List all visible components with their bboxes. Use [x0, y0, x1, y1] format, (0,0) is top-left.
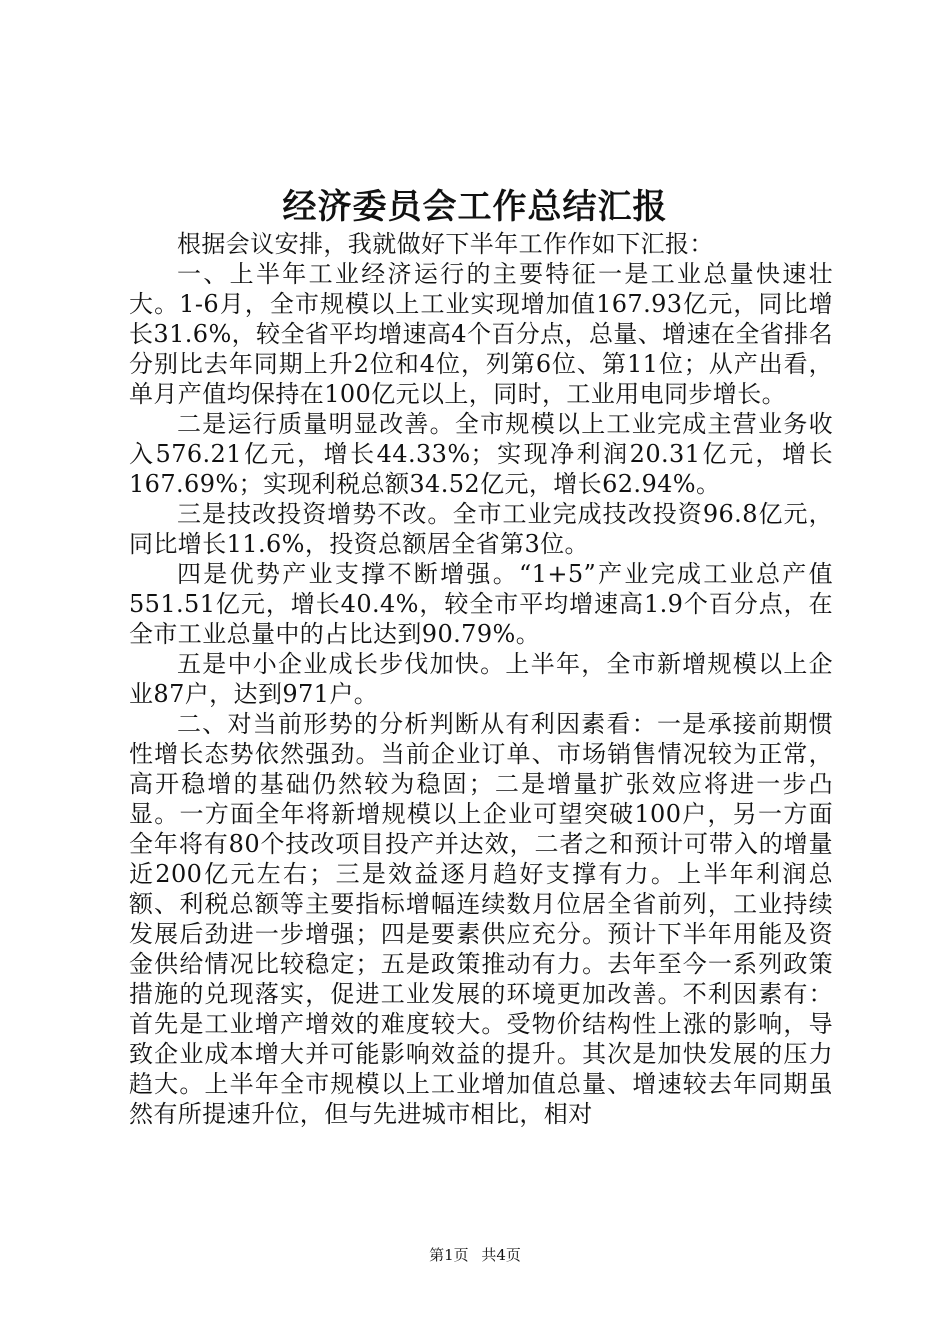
paragraph-section-one: 一、上半年工业经济运行的主要特征一是工业总量快速壮大。1-6月，全市规模以上工业实现增加值167.93亿元，同比增长31.6%，较全省平均增速高4个百分点，总量、增速在全省排名分别比去年同期上升2位和4位，列第6位、第11位；从产出看，单月产值均保持在100亿元以上，同时，工业用电同步增长。	[129, 260, 833, 408]
paragraph-point-four: 四是优势产业支撑不断增强。“1+5”产业完成工业总产值551.51亿元，增长40.4%，较全市平均增速高1.9个百分点，在全市工业总量中的占比达到90.79%。	[129, 560, 833, 648]
paragraph-intro: 根据会议安排，我就做好下半年工作作如下汇报：	[177, 230, 714, 258]
page-footer	[0, 1245, 950, 1265]
paragraph-point-two: 二是运行质量明显改善。全市规模以上工业完成主营业务收入576.21亿元，增长44.33%；实现净利润20.31亿元，增长167.69%；实现利税总额34.52亿元，增长62.94%。	[129, 410, 833, 498]
paragraph-point-three: 三是技改投资增势不改。全市工业完成技改投资96.8亿元，同比增长11.6%，投资总额居全省第3位。	[129, 500, 833, 558]
document-body	[129, 229, 833, 1129]
page-number: 第1页	[429, 1246, 469, 1264]
page-total: 共4页	[481, 1246, 521, 1264]
paragraph-point-five: 五是中小企业成长步伐加快。上半年，全市新增规模以上企业87户，达到971户。	[129, 650, 833, 708]
paragraph-section-two: 二、对当前形势的分析判断从有利因素看：一是承接前期惯性增长态势依然强劲。当前企业订单、市场销售情况较为正常，高开稳增的基础仍然较为稳固；二是增量扩张效应将进一步凸显。一方面全年将新增规模以上企业可望突破100户，另一方面全年将有80个技改项目投产并达效，二者之和预计可带入的增量近200亿元左右；三是效益逐月趋好支撑有力。上半年利润总额、利税总额等主要指标增幅连续数月位居全省前列，工业持续发展后劲进一步增强；四是要素供应充分。预计下半年用能及资金供给情况比较稳定；五是政策推动有力。去年至今一系列政策措施的兑现落实，促进工业发展的环境更加改善。不利因素有：首先是工业增产增效的难度较大。受物价结构性上涨的影响，导致企业成本增大并可能影响效益的提升。其次是加快发展的压力趋大。上半年全市规模以上工业增加值总量、增速较去年同期虽然有所提速升位，但与先进城市相比，相对	[129, 710, 833, 1128]
document-title: 经济委员会工作总结汇报	[282, 187, 668, 227]
